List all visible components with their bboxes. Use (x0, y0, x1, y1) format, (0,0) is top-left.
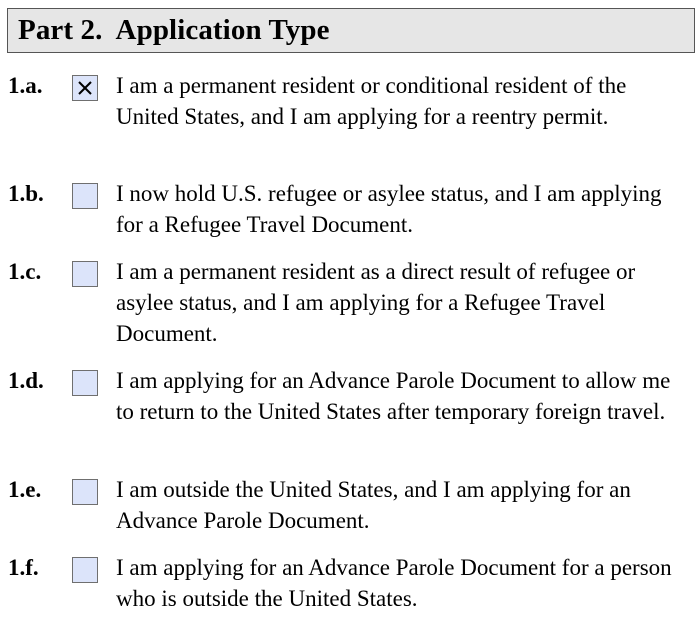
item-number: 1.c. (8, 259, 42, 284)
option-text: I am applying for an Advance Parole Document for a person who is outside the United States. (116, 555, 672, 611)
item-number: 1.a. (8, 73, 43, 98)
checkbox-1e[interactable] (72, 479, 98, 505)
checkbox-1a[interactable] (72, 75, 98, 101)
option-text: I now hold U.S. refugee or asylee status, and I am applying for a Refugee Travel Document. (116, 181, 662, 237)
part-title: Part 2. Application Type (18, 14, 330, 46)
item-number: 1.d. (8, 368, 44, 393)
item-number: 1.e. (8, 477, 42, 502)
option-text: I am applying for an Advance Parole Document to allow me to return to the United States after temporary foreign travel. (116, 368, 671, 424)
option-text: I am outside the United States, and I am applying for an Advance Parole Document. (116, 477, 631, 533)
option-text: I am a permanent resident as a direct result of refugee or asylee status, and I am applying for a Refugee Travel Document. (116, 259, 636, 346)
checkbox-1f[interactable] (72, 557, 98, 583)
item-number: 1.b. (8, 181, 44, 206)
checkbox-1b[interactable] (72, 183, 98, 209)
checkbox-1c[interactable] (72, 261, 98, 287)
option-text: I am a permanent resident or conditional resident of the United States, and I am applying for a reentry permit. (116, 73, 627, 129)
part-header (7, 8, 695, 53)
checkmark-x-icon (76, 79, 94, 97)
checkbox-1d[interactable] (72, 370, 98, 396)
item-number: 1.f. (8, 555, 39, 580)
